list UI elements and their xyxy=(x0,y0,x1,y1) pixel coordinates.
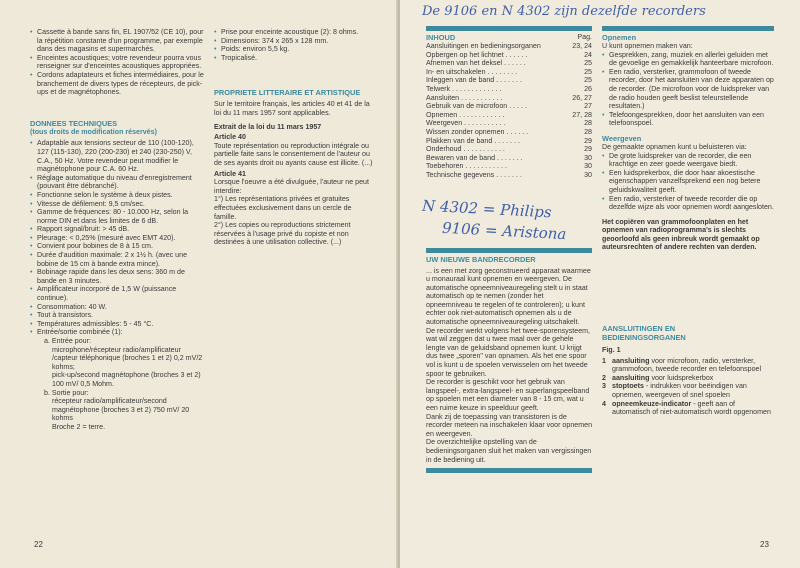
handwritten-note-aristona: 9106 = Aristona xyxy=(441,218,567,244)
opnemen-item: • Telefoongesprekken, door het aansluiten van een telefoonspoel. xyxy=(602,111,774,128)
copyright-note: Het copiëren van grammofoonplaten en het opnemen van radioprogramma's is slechts geoorloofd als geen inbreuk wordt gemaakt op auteursrechten of andere rechten van derden. xyxy=(602,217,760,252)
weergeven-item: • Een luidsprekerbox, die door haar akoestische eigenschappen vanzelfsprekend een nog betere geluidskwaliteit geeft. xyxy=(602,169,774,195)
toc-title: Opbergen op het lichtnet . . . . . . xyxy=(426,50,528,59)
uw-rule xyxy=(426,248,592,253)
pag-label: Pag. xyxy=(577,33,592,41)
toc-page: 27, 28 xyxy=(572,110,592,119)
toc-row xyxy=(426,145,592,154)
toc-row xyxy=(426,162,592,171)
fig-item-number: 4 xyxy=(602,399,606,408)
spec-item: • Tropicalisé. xyxy=(214,54,374,63)
toc-title: Plakken van de band . . . . . . . xyxy=(426,136,520,145)
toc-row xyxy=(426,85,592,94)
toc-page: 23, 24 xyxy=(572,42,592,50)
toc-title: Inleggen van de band . . . . . . . xyxy=(426,76,522,85)
tech-spec-item: • Convient pour bobines de 8 à 15 cm. xyxy=(30,242,206,251)
tech-spec-item: • Fonctionne selon le système à deux pistes. xyxy=(30,191,206,200)
toc-row xyxy=(426,94,592,103)
toc-title: In- en uitschakelen . . . . . . . . xyxy=(426,67,518,76)
tech-spec-item: • Consommation: 40 W. xyxy=(30,303,206,312)
sortie-line-2: Broche 2 = terre. xyxy=(52,422,106,431)
tech-spec-item: • Adaptable aux tensions secteur de 110 (100-120), 127 (115-130), 220 (200-230) et 240 (230-250) V, C.A., 50 Hz. Votre revendeur peut modifier le magnétophone pour C.A. 60 Hz. xyxy=(30,139,206,173)
toc-page: 28 xyxy=(584,119,592,128)
inhoud-rule xyxy=(426,26,592,31)
weergeven-title: Weergeven xyxy=(602,133,642,143)
toc-title: Toebehoren . . . . . . . . . . . xyxy=(426,162,507,171)
toc-page: 24 xyxy=(584,50,592,59)
sortie-label: b. Sortie pour: xyxy=(44,388,89,397)
fig-item-number: 1 xyxy=(602,356,606,365)
toc-page: 27 xyxy=(584,102,592,111)
entree-line-1: microphone/récepteur radio/amplificateur /capteur téléphonique (broches 1 et 2) 0,2 mV/2 kohms; xyxy=(52,345,203,371)
accessory-item: • Cassette à bande sans fin, EL 1907/52 (CE 10), pour la répétition constante d'un programme, par exemple dans des magasins et supermarchés. xyxy=(30,28,206,54)
toc-page: 29 xyxy=(584,136,592,145)
article-40-text: Toute représentation ou reproduction intégrale ou partielle faite sans le consentement de l'auteur ou de ses ayants droit ou ayants cause est illicite. (...) xyxy=(214,141,373,167)
tech-spec-item: • Températures admissibles: 5 - 45 °C. xyxy=(30,320,206,329)
opnemen-intro: U kunt opnemen maken van: xyxy=(602,42,693,50)
toc-page: 26 xyxy=(584,84,592,93)
toc-row xyxy=(426,76,592,85)
toc-row xyxy=(426,137,592,146)
toc-row xyxy=(426,68,592,77)
left-column-1 xyxy=(30,28,206,432)
extrait-heading: Extrait de la loi du 11 mars 1957 xyxy=(214,122,322,131)
spec-item: • Dimensions: 374 x 265 x 128 mm. xyxy=(214,37,374,46)
toc-title: Gebruik van de microfoon . . . . . xyxy=(426,102,527,111)
toc-title: Weergeven . . . . . . . . . . . xyxy=(426,119,506,128)
toc-title: Aansluitingen en bedieningsorganen xyxy=(426,42,541,50)
fig-item-desc: - indrukken voor beëindigen van opnemen, weergeven of snel spoelen xyxy=(612,382,747,400)
fig-item xyxy=(602,382,774,399)
fig-item-term: aansluiting xyxy=(612,356,650,365)
toc-title: Onderhoud . . . . . . . . . . . xyxy=(426,145,505,154)
toc-page: 25 xyxy=(584,67,592,76)
fig-item-text xyxy=(612,400,774,417)
inhoud-title: INHOUD xyxy=(426,33,456,42)
fig-item-term: opneemkeuze-indicator xyxy=(612,399,692,408)
left-column-2 xyxy=(214,28,374,247)
tech-spec-item: • Tout à transistors. xyxy=(30,311,206,320)
fig-item xyxy=(602,400,774,417)
opnemen-rule xyxy=(602,26,774,31)
tech-title: DONNEES TECHNIQUES xyxy=(30,118,118,128)
weergeven-item: • De grote luidspreker van de recorder, die een krachtige en zeer goede weergave biedt. xyxy=(602,152,774,169)
toc-page: 29 xyxy=(584,145,592,154)
toc-page: 25 xyxy=(584,59,592,68)
uw-title: UW NIEUWE BANDRECORDER xyxy=(426,254,536,264)
tech-spec-item: • Gamme de fréquences: 80 - 10.000 Hz, selon la norme DIN et dans les limites de 6 dB. xyxy=(30,208,206,225)
fig-label: Fig. 1 xyxy=(602,346,621,355)
aansluitingen-title-2: BEDIENINGSORGANEN xyxy=(602,333,686,343)
toc-row xyxy=(426,119,592,128)
fig-item-desc: - geeft aan of automatisch of niet-automatisch wordt opgenomen xyxy=(612,399,771,417)
tech-spec-item: • Durée d'audition maximale: 2 x 1½ h. (avec une bobine de 15 cm à bande extra mince). xyxy=(30,251,206,268)
toc-title: Wissen zonder opnemen . . . . . . xyxy=(426,127,529,136)
aansluitingen-title-1: AANSLUITINGEN EN xyxy=(602,324,676,334)
tech-spec-item: • Rapport signal/bruit: > 45 dB. xyxy=(30,225,206,234)
article-41-item-1: 1°) Les représentations privées et gratuites effectuées exclusivement dans un cercle de famille. xyxy=(214,195,352,221)
toc-row xyxy=(426,59,592,68)
fig-item-text xyxy=(612,374,713,383)
tech-spec-item: • Pleurage: < 0,25% (mesuré avec EMT 420). xyxy=(30,234,206,243)
prop-text: Sur le territoire français, les articles 40 et 41 de la loi du 11 mars 1957 sont applicables. xyxy=(214,100,370,117)
uw-text-4: Dank zij de toepassing van transistoren is de recorder meteen na inschakelen klaar voor opnemen en weergeven. xyxy=(426,412,593,438)
opnemen-item: • Een radio, versterker, grammofoon of tweede recorder, door het aansluiten van deze apparaten op de recorder. (De microfoon voor de luidspreker van de radio houden geeft beslist teleurstellende resultaten.) xyxy=(602,68,774,111)
tech-spec-item: • Vitesse de défilement: 9,5 cm/sec. xyxy=(30,200,206,209)
tech-spec-item: • Bobinage rapide dans les deux sens: 360 m de bande en 3 minutes. xyxy=(30,268,206,285)
spec-item: • Poids: environ 5,5 kg. xyxy=(214,45,374,54)
handwritten-note-top: De 9106 en N 4302 zijn dezelfde recorders xyxy=(422,4,706,19)
accessory-item: • Cordons adaptateurs et fiches intermédiaires, pour le branchement de divers types de récepteurs, de pick-ups et de magnétophones. xyxy=(30,71,206,97)
entree-label: a. Entrée pour: xyxy=(44,337,91,345)
toc-title: Bewaren van de band . . . . . . . xyxy=(426,153,523,162)
toc-title: Aansluiten . . . . . . . . . . . xyxy=(426,93,503,102)
uw-text-2: De recorder werkt volgens het twee-sporensysteem, wat wil zeggen dat u twee maal over de gehele lengte van de geluidsband opnemen kunt. U krijgt dus twee „sporen" van opnamen. Als het ene spoor vol is kunt u de spoelen verwisselen om het tweede spoor te gebruiken. xyxy=(426,326,591,378)
toc-page: 30 xyxy=(584,153,592,162)
fig-item-text xyxy=(612,357,774,374)
toc-title: Technische gegevens . . . . . . . xyxy=(426,170,522,179)
toc-page: 25 xyxy=(584,76,592,85)
toc-title: Afnemen van het deksel . . . . . . xyxy=(426,59,526,68)
toc-page: 30 xyxy=(584,162,592,171)
fig-item-desc: voor luidsprekerbox xyxy=(651,373,714,382)
toc-page: 30 xyxy=(584,170,592,179)
fig-item-number: 3 xyxy=(602,382,606,391)
fig-item-desc: voor microfoon, radio, versterker, grammofoon, tweede recorder en telefoonspoel xyxy=(612,356,762,374)
uw-text-5: De overzichtelijke opstelling van de bedieningsorganen sluit het maken van vergissingen in de bediening uit. xyxy=(426,438,592,464)
sortie-line-1: récepteur radio/amplificateur/second magnétophone (broches 3 et 2) 750 mV/ 20 kohms xyxy=(52,397,190,423)
toc-row xyxy=(426,111,592,120)
table-of-contents xyxy=(426,42,592,180)
right-column-2 xyxy=(602,26,774,417)
entree-line-2: pick-up/second magnétophone (broches 3 et 2) 100 mV/ 0,5 Mohm. xyxy=(52,371,201,388)
handwritten-note-philips: N 4302 = Philips xyxy=(421,196,553,222)
toc-row xyxy=(426,171,592,180)
opnemen-item: • Gesprekken, zang, muziek en allerlei geluiden met de gevoelige en gemakkelijk hanteerbare microfoon. xyxy=(602,51,774,68)
article-41-item-2: 2°) Les copies ou reproductions strictement réservées à l'usage privé du copiste et non destinées à une utilisation collective. (...) xyxy=(214,221,351,247)
tech-spec-item: • Entrée/sortie combinée (1): xyxy=(30,328,206,337)
article-41-heading: Article 41 xyxy=(214,169,246,178)
fig-item xyxy=(602,374,774,383)
fig-item-term: stoptoets xyxy=(612,382,644,391)
toc-title: Telwerk . . . . . . . . . . . . . xyxy=(426,84,502,93)
opnemen-title: Opnemen xyxy=(602,33,637,42)
fig-item-term: aansluiting xyxy=(612,373,650,382)
right-page xyxy=(400,0,800,568)
spec-item: • Prise pour enceinte acoustique (2): 8 ohms. xyxy=(214,28,374,37)
tech-spec-item: • Réglage automatique du niveau d'enregistrement (pouvant être débranché). xyxy=(30,174,206,191)
toc-row xyxy=(426,154,592,163)
weergeven-item: • Een radio, versterker of tweede recorder die op dezelfde wijze als voor opnemen wordt aangesloten. xyxy=(602,195,774,212)
uw-text-1: ... is een met zorg geconstrueerd apparaat waarmee u monauraal kunt opnemen en weergeven. De automatische opneemniveauregeling stelt u in staat automatisch op te nemen (zonder het opneemniveau te regelen of te controleren); u kunt echter ook niet-automatisch opnemen als u de automatische opneemniveauregeling uitschakelt. xyxy=(426,266,591,327)
article-40-heading: Article 40 xyxy=(214,133,246,142)
uw-bottom-rule xyxy=(426,468,592,473)
page-number-left: 22 xyxy=(34,540,43,549)
uw-text-3: De recorder is geschikt voor het gebruik van langspeel-, extra-langspeel- en superlangspeelband op spoelen met een diameter van 8 - 15 cm, wat u een ruime keuze in speelduur geeft. xyxy=(426,378,590,412)
toc-title: Opnemen . . . . . . . . . . . . xyxy=(426,110,505,119)
left-page xyxy=(0,0,398,568)
toc-row xyxy=(426,42,592,51)
accessory-item: • Enceintes acoustiques; votre revendeur pourra vous renseigner sur d'enceintes acoustiques appropriées. xyxy=(30,54,206,71)
fig-item-number: 2 xyxy=(602,373,606,382)
toc-row xyxy=(426,102,592,111)
weergeven-intro: De gemaakte opnamen kunt u beluisteren via: xyxy=(602,142,747,151)
page-number-right: 23 xyxy=(760,540,769,549)
toc-row xyxy=(426,128,592,137)
right-column-1 xyxy=(426,26,592,473)
article-41-text: Lorsque l'oeuvre a été divulguée, l'auteur ne peut interdire: xyxy=(214,178,369,195)
tech-subtitle: (tous droits de modification réservés) xyxy=(30,127,157,136)
toc-page: 28 xyxy=(584,127,592,136)
fig-item-text xyxy=(612,382,774,399)
prop-title: PROPRIETE LITTERAIRE ET ARTISTIQUE xyxy=(214,88,361,98)
fig-item xyxy=(602,357,774,374)
tech-spec-item: • Amplificateur incorporé de 1,5 W (puissance continue). xyxy=(30,285,206,302)
toc-page: 26, 27 xyxy=(572,93,592,102)
toc-row xyxy=(426,51,592,60)
